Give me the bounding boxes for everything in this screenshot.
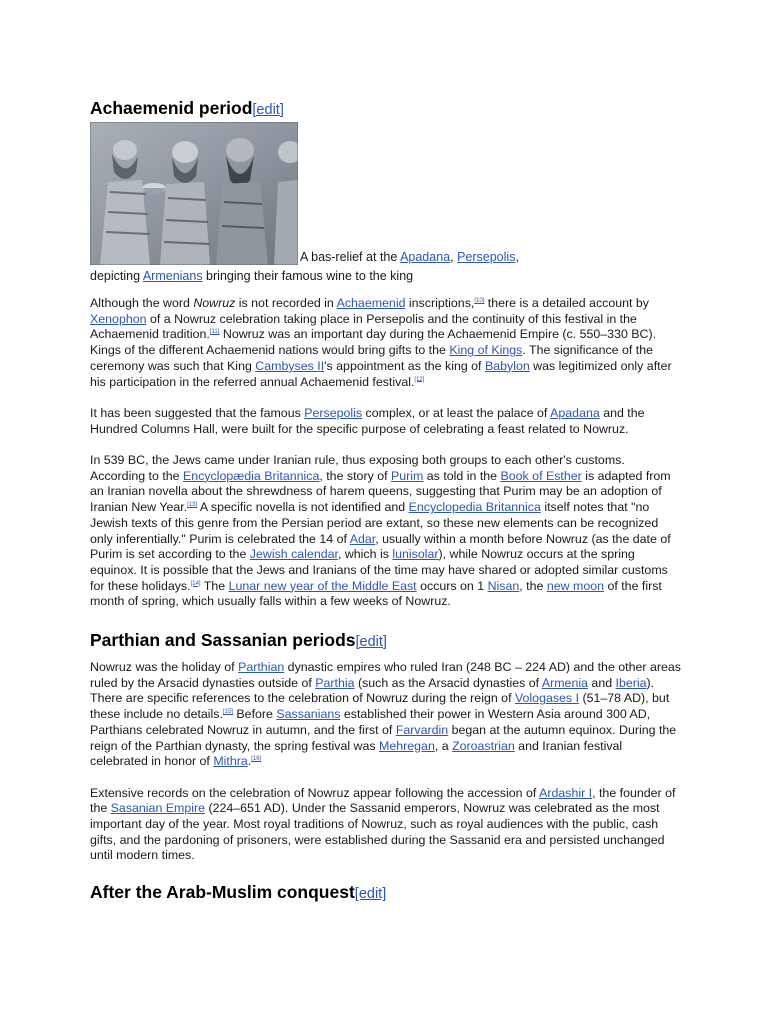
link-armenia[interactable]: Armenia — [541, 675, 588, 690]
bas-relief-image[interactable] — [90, 122, 298, 265]
ref-16[interactable]: [16] — [251, 756, 262, 763]
heading-arab-muslim-conquest: After the Arab-Muslim conquest[edit] — [90, 882, 387, 903]
link-adar[interactable]: Adar — [349, 531, 376, 546]
link-zoroastrian[interactable]: Zoroastrian — [452, 738, 515, 753]
ref-15[interactable]: [15] — [222, 709, 233, 716]
edit-link-parthian[interactable]: [edit] — [355, 634, 387, 651]
figure-caption-line2: depicting Armenians bringing their famous wine to the king — [90, 269, 414, 283]
heading-parthian-sassanian: Parthian and Sassanian periods[edit] — [90, 630, 387, 651]
link-persepolis[interactable]: Persepolis — [457, 250, 516, 264]
paragraph-achaemenid-3: In 539 BC, the Jews came under Iranian rule, thus exposing both groups to each other's customs. According to the Encyclopædia Britannica, the story of Purim as told in the Book of Esther is adapted from an Iranian novella about the shrewdness of harem queens, suggesting that Purim may be an adoption of Iranian New Year.[13] A specific novella is not identified and Encyclopedia Britannica itself notes that "no Jewish texts of this genre from the Persian period are extant, so these new elements can be recognized only inferentially." Purim is celebrated the 14 of Adar, usually within a month before Nowruz (as the date of Purim is set according to the Jewish calendar, which is lunisolar), while Nowruz occurs at the spring equinox. It is possible that the Jews and Iranians of the time may have shared or adopted similar customs for these holidays.[14] The Lunar new year of the Middle East occurs on 1 Nisan, the new moon of the first month of spring, which usually falls within a few weeks of Nowruz. — [90, 453, 671, 609]
link-lunisolar[interactable]: lunisolar — [392, 547, 439, 562]
link-mehregan[interactable]: Mehregan — [379, 738, 435, 753]
paragraph-parthian-2: Extensive records on the celebration of Nowruz appear following the accession of Ardashir I, the founder of the Sasanian Empire (224–651 AD). Under the Sassanid emperors, Nowruz was celebrated as the most important day of the year. Most royal traditions of Nowruz, such as royal audiences with the public, cash gifts, and the pardoning of prisoners, were established during the Sassanid era and persisted unchanged until modern times. — [90, 785, 676, 863]
link-lunar-new-year[interactable]: Lunar new year of the Middle East — [228, 578, 417, 593]
edit-link-arab[interactable]: [edit] — [354, 886, 387, 903]
ref-11[interactable]: [11] — [209, 329, 220, 336]
ref-14[interactable]: [14] — [190, 580, 201, 587]
link-king-of-kings[interactable]: King of Kings — [449, 343, 523, 358]
ref-13[interactable]: [13] — [187, 501, 198, 508]
link-encyclopedia-britannica[interactable]: Encyclopedia Britannica — [408, 500, 541, 515]
paragraph-achaemenid-1: Although the word Nowruz is not recorded in Achaemenid inscriptions,[10] there is a detailed account by Xenophon of a Nowruz celebration taking place in Persepolis and the continuity of this festival in the Achaemenid tradition.[11] Nowruz was an important day during the Achaemenid Empire (c. 550–330 BC). Kings of the different Achaemenid nations would bring gifts to the King of Kings. The significance of the ceremony was such that King Cambyses II's appointment as the king of Babylon was legitimized only after his participation in the referred annual Achaemenid festival.[12] — [90, 296, 672, 389]
ref-10[interactable]: [10] — [474, 297, 485, 304]
link-iberia[interactable]: Iberia — [615, 675, 647, 690]
article-content — [90, 96, 682, 906]
figure-bas-relief — [90, 122, 682, 265]
link-vologases-i[interactable]: Vologases I — [514, 691, 580, 706]
link-apadana-2[interactable]: Apadana — [550, 405, 600, 420]
link-xenophon[interactable]: Xenophon — [90, 311, 147, 326]
link-encyclopaedia-britannica[interactable]: Encyclopædia Britannica — [182, 468, 320, 483]
link-ardashir-i[interactable]: Ardashir I — [539, 785, 593, 800]
paragraph-parthian-1: Nowruz was the holiday of Parthian dynastic empires who ruled Iran (248 BC – 224 AD) and the other areas ruled by the Arsacid dynasties outside of Parthia (such as the Arsacid dynasties of Armenia and Iberia). There are specific references to the celebration of Nowruz during the reign of Vologases I (51–78 AD), but these include no details.[15] Before Sassanians established their power in Western Asia around 300 AD, Parthians celebrated Nowruz in autumn, and the first of Farvardin began at the autumn equinox. During the reign of the Parthian dynasty, the spring festival was Mehregan, a Zoroastrian and Iranian festival celebrated in honor of Mithra.[16] — [90, 660, 681, 769]
figure-caption: A bas-relief at the Apadana, Persepolis, — [300, 250, 519, 264]
link-apadana[interactable]: Apadana — [400, 250, 451, 264]
link-nisan[interactable]: Nisan — [487, 578, 520, 593]
link-babylon[interactable]: Babylon — [484, 358, 530, 373]
link-book-of-esther[interactable]: Book of Esther — [500, 468, 582, 483]
link-achaemenid[interactable]: Achaemenid — [336, 296, 406, 310]
link-armenians[interactable]: Armenians — [142, 269, 203, 283]
link-sassanians[interactable]: Sassanians — [276, 707, 341, 722]
link-cambyses-ii[interactable]: Cambyses II — [255, 358, 325, 373]
link-purim[interactable]: Purim — [390, 468, 424, 483]
link-farvardin[interactable]: Farvardin — [395, 722, 449, 737]
link-parthia[interactable]: Parthia — [315, 675, 355, 690]
ref-12[interactable]: [12] — [414, 376, 425, 383]
paragraph-achaemenid-2: It has been suggested that the famous Persepolis complex, or at least the palace of Apadana and the Hundred Columns Hall, were built for the specific purpose of celebrating a feast related to Nowruz. — [90, 405, 645, 436]
link-parthian[interactable]: Parthian — [238, 660, 285, 675]
link-sasanian-empire[interactable]: Sasanian Empire — [110, 801, 206, 816]
edit-link-achaemenid[interactable]: [edit] — [252, 102, 284, 118]
heading-achaemenid-period: Achaemenid period[edit] — [90, 98, 284, 118]
link-persepolis-2[interactable]: Persepolis — [304, 405, 363, 420]
link-new-moon[interactable]: new moon — [546, 578, 605, 593]
link-jewish-calendar[interactable]: Jewish calendar — [249, 547, 338, 562]
link-mithra[interactable]: Mithra — [213, 754, 248, 769]
